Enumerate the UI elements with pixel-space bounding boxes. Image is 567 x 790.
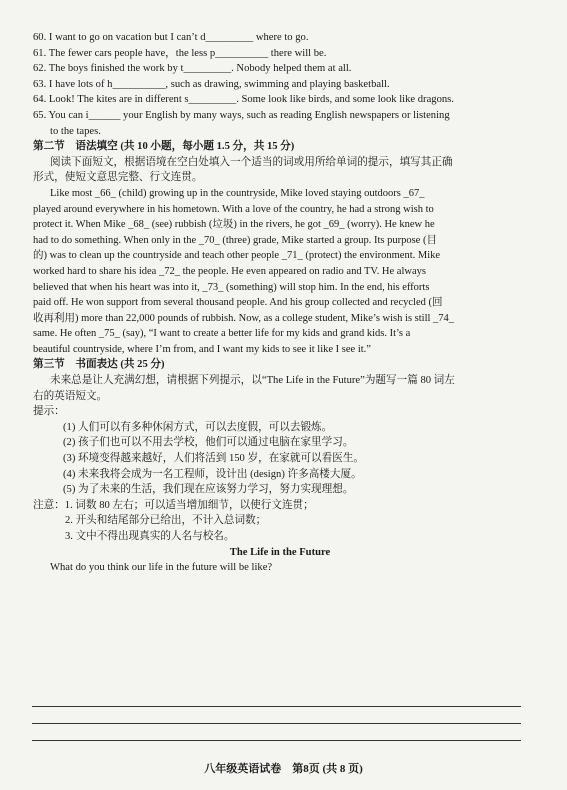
- item-61: 61. The fewer cars people have，the less p__________ there will be.: [33, 47, 327, 59]
- item-62: 62. The boys finished the work by t_________. Nobody helped them at all.: [33, 63, 352, 75]
- item-63: 63. I have lots of h__________, such as drawing, swimming and playing basketball.: [33, 78, 390, 90]
- passage-line: worked hard to share his idea _72_ the people. He even appeared on radio and TV. He always: [33, 265, 426, 277]
- page-footer: 八年级英语试卷 第8页 (共 8 页): [204, 763, 363, 775]
- passage-line: beautiful countryside, where I’m from, and I want my kids to see it like I see it.”: [33, 343, 371, 355]
- note-item: 2. 开头和结尾部分已给出，不计入总词数；: [65, 515, 267, 527]
- passage-line: 收再利用) more than 22,000 pounds of rubbish. Now, as a college student, Mike’s wish is still _74_: [33, 312, 455, 324]
- writing-line: [32, 740, 521, 741]
- writing-line: [32, 723, 521, 724]
- hint-item: (5) 为了未来的生活，我们现在应该努力学习，努力实现理想。: [63, 484, 354, 496]
- section-2-instruction: 形式，使短文意思完整、行文连贯。: [33, 172, 203, 184]
- hint-item: (2) 孩子们也可以不用去学校，他们可以通过电脑在家里学习。: [63, 437, 354, 449]
- item-65-cont: to the tapes.: [50, 125, 101, 137]
- writing-line: [32, 706, 521, 707]
- essay-title: The Life in the Future: [229, 546, 331, 558]
- passage-line: protect it. When Mike _68_ (see) rubbish (垃圾) in the rivers, he got _69_ (worry). He knew he: [33, 219, 435, 231]
- hint-item: (4) 未来我将会成为一名工程师，设计出 (design) 许多高楼大厦。: [63, 468, 362, 480]
- section-2-instruction: 阅读下面短文，根据语境在空白处填入一个适当的词或用所给单词的提示，填写其正确: [50, 156, 453, 168]
- section-3-instruction: 右的英语短文。: [33, 390, 108, 402]
- section-3: [33, 357, 527, 575]
- passage-line: 的) was to clean up the countryside and teach other people _71_ (protect) the environment. Mike: [33, 250, 441, 262]
- item-64: 64. Look! The kites are in different s_________. Some look like birds, and some look like dragons.: [33, 94, 454, 106]
- item-60: 60. I want to go on vacation but I can’t d_________ where to go.: [33, 32, 309, 43]
- hint-item: (1) 人们可以有多种休闲方式，可以去度假，可以去锻炼。: [63, 421, 333, 433]
- fill-in-items: [33, 30, 527, 139]
- essay-opening: What do you think our life in the future will be like?: [50, 562, 273, 574]
- grammar-passage: [33, 186, 527, 358]
- hint-label: 提示：: [33, 406, 65, 418]
- section-3-heading: 第三节 书面表达 (共 25 分): [33, 359, 165, 371]
- passage-line: believed that when his heart was into it, _73_ (something) will stop him. In the end, his efforts: [33, 281, 430, 293]
- passage-line: same. He often _75_ (say), “I want to create a better life for my kids and grand kids. It’s a: [33, 328, 411, 340]
- section-2-heading: 第二节 语法填空 (共 10 小题，每小题 1.5 分，共 15 分): [33, 141, 295, 153]
- passage-line: had to do something. When only in the _70_ (three) grade, Mike started a group. Its purpose (目: [33, 234, 437, 246]
- note-item: 注意：1. 词数 80 左右；可以适当增加细节，以使行文连贯；: [33, 499, 314, 511]
- section-3-instruction: 未来总是让人充满幻想，请根据下列提示，以“The Life in the Future”为题写一篇 80 词左: [50, 375, 455, 387]
- section-2: [33, 139, 527, 357]
- passage-line: paid off. He won support from several thousand people. And his group collected and recycled (回: [33, 297, 443, 309]
- passage-line: Like most _66_ (child) growing up in the countryside, Mike loved staying outdoors _67_: [50, 187, 425, 199]
- passage-line: played around everywhere in his hometown. With a love of the country, he had a strong wish to: [33, 203, 434, 215]
- item-65: 65. You can i______ your English by many ways, such as reading English newspapers or listening: [33, 109, 450, 121]
- note-item: 3. 文中不得出现真实的人名与校名。: [65, 531, 235, 542]
- hint-item: (3) 环境变得越来越好，人们将活到 150 岁，在家就可以看医生。: [63, 453, 365, 465]
